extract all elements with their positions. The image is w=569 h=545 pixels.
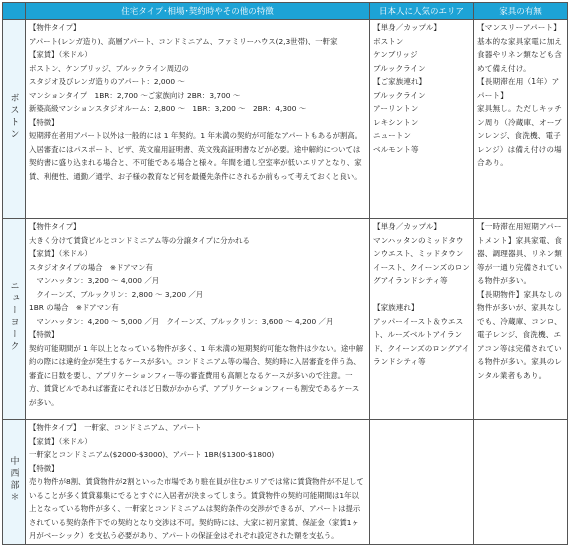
- table-row-boston: [3, 20, 568, 219]
- region-label-boston: [3, 20, 26, 219]
- corner-header: [3, 3, 26, 20]
- header-furniture: 家具の有無: [474, 3, 568, 20]
- region-label-new-york: [3, 219, 26, 420]
- table-row-midwest: [3, 420, 568, 545]
- header-popular-areas: 日本人に人気のエリア: [370, 3, 474, 20]
- region-name: ボストン: [8, 93, 19, 141]
- housing-comparison-table: [2, 2, 568, 545]
- region-label-midwest: [3, 420, 26, 545]
- popular-areas-cell: 【単身／カップル】 ボストン ケンブリッジ ブルックライン 【ご家族連れ】 ブルックライン アーリントン レキシントン ニュートン ベルモント等: [370, 20, 474, 219]
- region-name: ニューヨーク: [8, 281, 19, 353]
- furniture-cell: 【マンスリーアパート】基本的な家具家電に加え食器やリネン類なども含めて備え付け。 【長期滞在用（1年）アパート】 家具無し。ただしキッチン周り（冷蔵庫、オーブンレンジ、食洗機、電子レンジ）は備え付けの場合あり。: [474, 20, 568, 219]
- region-name: 中西部＊: [8, 455, 19, 504]
- furniture-cell: [474, 420, 568, 545]
- popular-areas-cell: [370, 420, 474, 545]
- table-row-new-york: [3, 219, 568, 420]
- features-cell: 【物件タイプ】 アパート(レンガ造り)、高層アパート、コンドミニアム、ファミリーハウス(2,3世帯)、一軒家 【家賃】（米ドル） ボストン、ケンブリッジ、ブルックライン周辺の スタジオ及びレンガ造りのアパート：2,000 ～ マンションタイプ 1BR：2,700 ～ご家族向け 2BR：3,700 ～ 新築高級マンションスタジオルーム：2,800 ～ 1BR：3,200 ～ 2BR：4,300 ～ 【特徴】 短期滞在者用アパート以外は一般的には 1 年契約。1 年未満の契約が可能なアパートもあるが割高。入居審査にはパスポート、ビザ、英文雇用証明書、英文残高証明書などが必要。途中解約については契約書に盛り込まれる場合と、不可能である場合と様々。年間を通し空室率が低いエリアとなり、家賃、利便性、通勤／通学、お子様の教育など何を最優先条件にされるか前もって考えておくと良い。: [26, 20, 370, 219]
- header-features: 住宅タイプ･相場･契約時やその他の特徴: [26, 3, 370, 20]
- features-cell: 【物件タイプ】 一軒家、コンドミニアム、アパート 【家賃】（米ドル） 一軒家とコンドミニアム($2000-$3000)、アパート 1BR($1300-$1800) 【特徴】 売り物件が8割、賃貸物件が2割といった市場であり駐在員が住むエリアでは常に賃貸物件が不足していることが多く賃貸募集にでるとすぐに入居者が決まってしまう。賃貸物件の契約可能期間は1年以上となっている物件が多く、一軒家とコンドミニアムは契約条件の交渉ができるが、アパートは提示されている契約条件下での契約となり交渉は不可。契約時には、大家に初月家賃、保証金（家賃1ヶ月がベーシック）を支払う必要があり、アパートの保証金はそれぞれ設定された額を支払う。: [26, 420, 370, 545]
- popular-areas-cell: 【単身／カップル】 マンハッタンのミッドタウンウエスト、ミッドタウンイースト、クイーンズのロングアイランドシティ等 【家族連れ】 アッパーイースト＆ウエスト、ルーズベルトアイランド、クイーンズのロングアイランドシティ等: [370, 219, 474, 420]
- table-header-row: [3, 3, 568, 20]
- furniture-cell: 【一時滞在用短期アパートメント】家具家電、食器、調理器具、リネン類等が一通り完備されている物件が多い。 【長期物件】家具なしの物件が多いが、家具なしでも、冷蔵庫、コンロ、電子レンジ、食洗機、エアコン等は完備されている物件が多い。家具のレンタル業者もあり。: [474, 219, 568, 420]
- features-cell: 【物件タイプ】 大きく分けて賃貸ビルとコンドミニアム等の分譲タイプに分かれる 【家賃】（米ドル） スタジオタイプの場合 ※ドアマン有 マンハッタン：3,200 ～ 4,000 ／月 クイーンズ、ブルックリン：2,800 ～ 3,200 ／月 1BR の場合 ※ドアマン有 マンハッタン：4,200 ～ 5,000 ／月 クイーンズ、ブルックリン：3,600 ～ 4,200 ／月 【特徴】 契約可能期間が 1 年以上となっている物件が多く、1 年未満の短期契約可能な物件は少ない。途中解約の際には違約金が発生するケースが多い。コンドミニアム等の場合、契約時に入居審査を伴う為、審査に日数を要し、アプリケーションフィー等の審査費用も高額となるケースが多いので注意。一方、賃貸ビルであれば審査にそれほど日数がかからず、アプリケーションフィーも割安であるケースが多い。: [26, 219, 370, 420]
